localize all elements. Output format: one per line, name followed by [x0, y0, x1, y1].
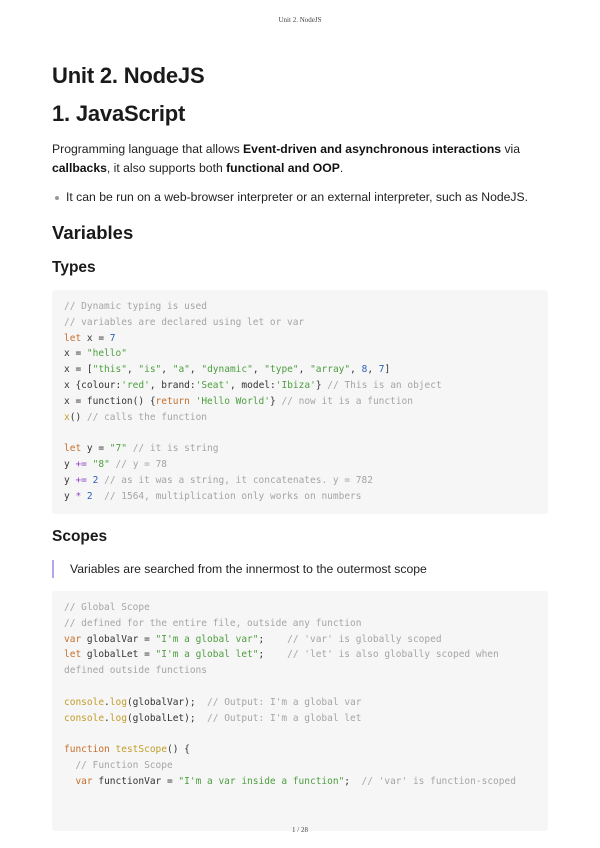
- code-line: // variables are declared using let or var: [64, 316, 305, 328]
- code-line: // Dynamic typing is used: [64, 301, 207, 312]
- code-line: // defined for the entire file, outside any function: [64, 617, 362, 629]
- intro-bold-functional-oop: functional and OOP: [226, 160, 340, 175]
- code-line-blank: [64, 425, 536, 441]
- scopes-code-block: [52, 591, 548, 831]
- intro-text: .: [339, 160, 344, 175]
- code-line-blank: [64, 726, 536, 742]
- code-line: let x = 7: [64, 332, 116, 344]
- code-line: x = ["this", "is", "a", "dynamic", "type", "array", 8, 7]: [64, 364, 391, 376]
- types-heading: Types: [52, 259, 96, 276]
- code-line-blank: [64, 679, 536, 695]
- document-title: Unit 2. NodeJS: [52, 63, 205, 88]
- list-item-text: It can be run on a web-browser interpreter or an external interpreter, such as NodeJS.: [66, 190, 529, 204]
- code-line: y * 2 // 1564, multiplication only works on numbers: [64, 490, 362, 502]
- variables-heading: Variables: [52, 222, 134, 243]
- scopes-heading: Scopes: [52, 528, 108, 545]
- scopes-blockquote: [52, 560, 550, 578]
- intro-bold-event-driven: Event-driven and asynchronous interactions: [243, 142, 502, 156]
- code-line: console.log(globalLet); // Output: I'm a global let: [64, 712, 362, 724]
- code-line-wrapped: let globalLet = "I'm a global let"; // 'let' is also globally scoped when defined outside functions: [64, 649, 499, 677]
- code-line: // Function Scope: [75, 759, 173, 771]
- list-item: [66, 190, 546, 204]
- running-header: Unit 2. NodeJS: [278, 16, 322, 24]
- intro-text: Programming language that allows: [52, 142, 244, 156]
- code-line: x {colour:'red', brand:'Seat', model:'Ibiza'} // This is an object: [64, 379, 442, 391]
- code-line: x = "hello": [64, 348, 127, 360]
- code-line: x = function() {return 'Hello World'} // now it is a function: [64, 395, 413, 407]
- intro-text: , it also supports both: [106, 160, 227, 175]
- code-line: function testScope() {: [64, 744, 190, 756]
- intro-text: via: [501, 142, 521, 156]
- code-line: // Global Scope: [64, 602, 150, 613]
- code-line: console.log(globalVar); // Output: I'm a global var: [64, 696, 362, 708]
- code-line: y += 2 // as it was a string, it concatenates. y = 782: [64, 474, 373, 486]
- code-line: var globalVar = "I'm a global var"; // 'var' is globally scoped: [64, 633, 442, 645]
- code-line: let y = "7" // it is string: [64, 443, 219, 455]
- code-line: y += "8" // y = 78: [64, 458, 168, 470]
- types-code-block: [52, 290, 548, 514]
- intro-paragraph: [52, 140, 532, 177]
- code-line: x() // calls the function: [64, 411, 208, 423]
- blockquote-text: Variables are searched from the innermost to the outermost scope: [70, 562, 427, 576]
- bullet-dot-icon: [55, 196, 59, 200]
- intro-bold-callbacks: callbacks: [52, 160, 107, 175]
- code-line-wrapped: var functionVar = "I'm a var inside a function"; // 'var' is function-scoped: [75, 775, 516, 787]
- page-number: 1 / 28: [292, 826, 308, 834]
- section-title: 1. JavaScript: [52, 101, 186, 126]
